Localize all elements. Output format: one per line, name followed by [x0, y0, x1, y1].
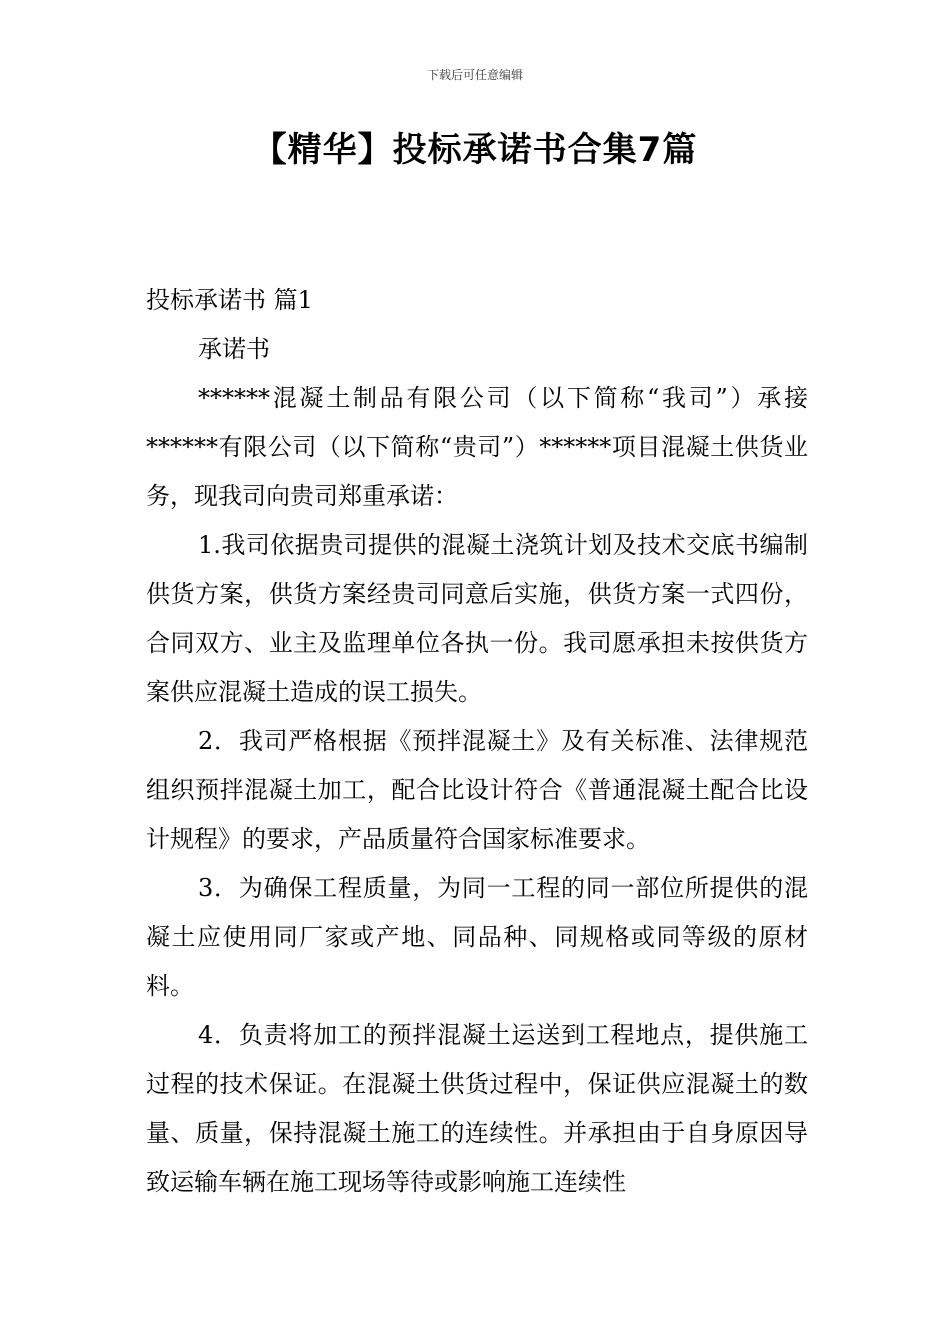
paragraph-item-3: 3．为确保工程质量，为同一工程的同一部位所提供的混凝土应使用同厂家或产地、同品种、同规格或同等级的原材料。	[146, 874, 808, 1000]
paragraph-item-1: 1.我司依据贵司提供的混凝土浇筑计划及技术交底书编制供货方案，供货方案经贵司同意后实施，供货方案一式四份，合同双方、业主及监理单位各执一份。我司愿承担未按供货方案供应混凝土造成的误工损失。	[146, 531, 808, 706]
document-body	[146, 276, 808, 1207]
paragraph-item-2: 2．我司严格根据《预拌混凝土》及有关标准、法律规范组织预拌混凝土加工，配合比设计符合《普通混凝土配合比设计规程》的要求，产品质量符合国家标准要求。	[146, 727, 808, 853]
letter-title: 承诺书	[198, 335, 270, 363]
paragraph-intro: ******混凝土制品有限公司（以下简称“我司”）承接******有限公司（以下简称“贵司”）******项目混凝土供货业务，现我司向贵司郑重承诺：	[146, 384, 808, 510]
header-note: 下载后可任意编辑	[426, 68, 523, 82]
section-heading: 投标承诺书 篇1	[146, 286, 313, 314]
page-title: 【精华】投标承诺书合集7篇	[252, 130, 698, 170]
paragraph-item-4: 4．负责将加工的预拌混凝土运送到工程地点，提供施工过程的技术保证。在混凝土供货过程中，保证供应混凝土的数量、质量，保持混凝土施工的连续性。并承担由于自身原因导致运输车辆在施工现场等待或影响施工连续性	[146, 1021, 808, 1196]
